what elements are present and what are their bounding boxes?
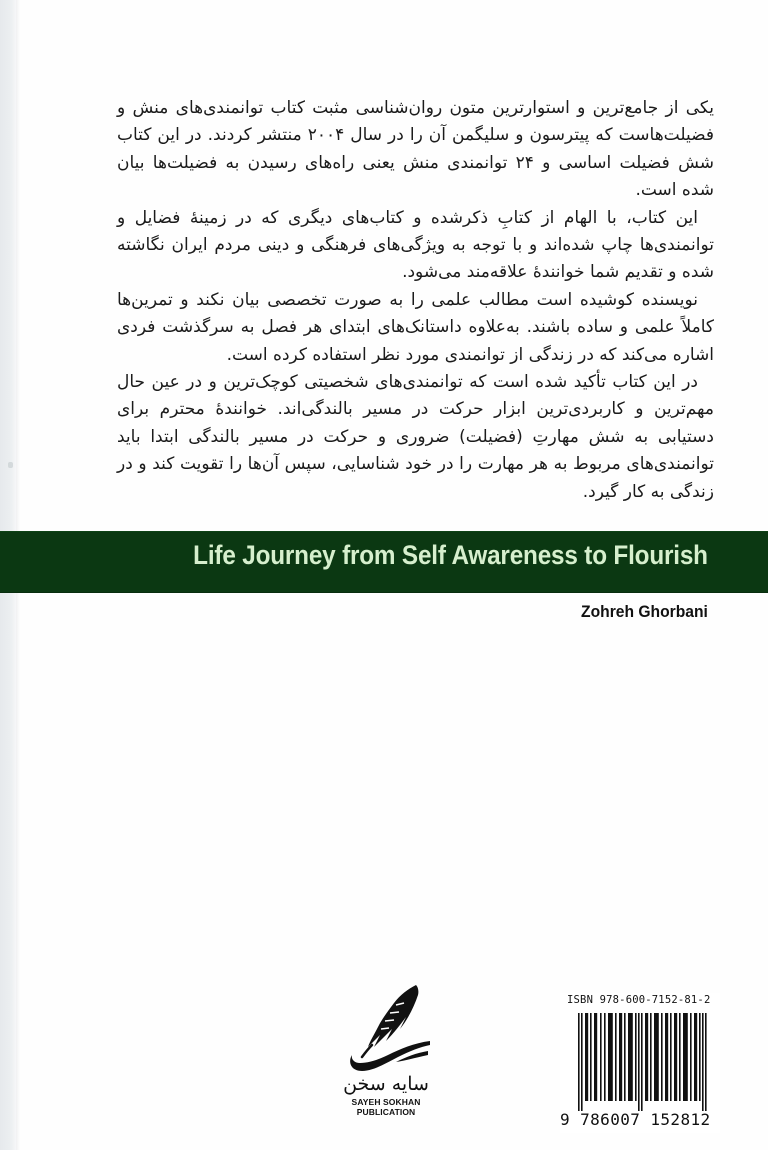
title-band bbox=[0, 531, 768, 593]
blurb-paragraph-1: یکی از جامع‌ترین و استوارترین متون روان‌شناسی مثبت کتاب توانمندی‌های منش و فضیلت‌هاست که پیترسون و سلیگمن آن را در سال ۲۰۰۴ منتشر کردند. در این کتاب شش فضیلت اساسی و ۲۴ توانمندی منش یعنی راه‌های رسیدن به فضیلت‌ها بیان شده است. bbox=[117, 98, 714, 201]
isbn-barcode bbox=[560, 993, 720, 1133]
publisher-logo bbox=[338, 983, 434, 1133]
blurb-paragraph-2: این کتاب، با الهام از کتابِ ذکرشده و کتاب‌های دیگری که در زمینهٔ فضایل و توانمندی‌ها چاپ شده‌اند و با توجه به ویژگی‌های فرهنگی و دینی مردم ایران نگاشته شده و تقدیم شما خوانندهٔ علاقه‌مند می‌شود. bbox=[117, 207, 714, 283]
barcode-icon bbox=[566, 1013, 714, 1111]
persian-blurb bbox=[117, 95, 714, 506]
author-name: Zohreh Ghorbani bbox=[581, 602, 708, 621]
quill-feather-icon bbox=[338, 983, 434, 1075]
publisher-name-english bbox=[338, 1097, 434, 1117]
publisher-name-persian: سایه سخن bbox=[343, 1073, 429, 1095]
ean-digits bbox=[560, 1110, 711, 1129]
publisher-name-line1: SAYEH SOKHAN bbox=[351, 1097, 421, 1107]
ean-first-digit: 9 bbox=[560, 1110, 571, 1129]
isbn-number: ISBN 978-600-7152-81-2 bbox=[567, 994, 711, 1006]
ean-right-group: 152812 bbox=[650, 1110, 711, 1129]
blurb-paragraph-4: در این کتاب تأکید شده است که توانمندی‌های شخصیتی کوچک‌ترین و در عین حال مهم‌ترین و کاربردی‌ترین ابزار حرکت در مسیر بالندگی‌اند. خوانندهٔ محترم برای دستیابی به شش مهارتِ (فضیلت) ضروری و حرکت در مسیر بالندگی ابتدا باید توانمندی‌های مربوط به هر مهارت را در خود شناسایی، سپس آن‌ها را تقویت کند و در زندگی به کار گیرد. bbox=[117, 372, 714, 502]
blurb-paragraph-3: نویسنده کوشیده است مطالب علمی را به صورت تخصصی بیان نکند و تمرین‌ها کاملاً علمی و ساده باشند. به‌علاوه داستانک‌های ابتدای هر فصل به سرگذشت فردی اشاره می‌کند که در زندگی از توانمندی مورد نظر استفاده کرده است. bbox=[117, 289, 714, 365]
print-smudge bbox=[8, 462, 13, 468]
publisher-name-line2: PUBLICATION bbox=[356, 1107, 416, 1117]
book-title-english: Life Journey from Self Awareness to Flourish bbox=[193, 540, 708, 570]
ean-left-group: 786007 bbox=[580, 1110, 641, 1129]
